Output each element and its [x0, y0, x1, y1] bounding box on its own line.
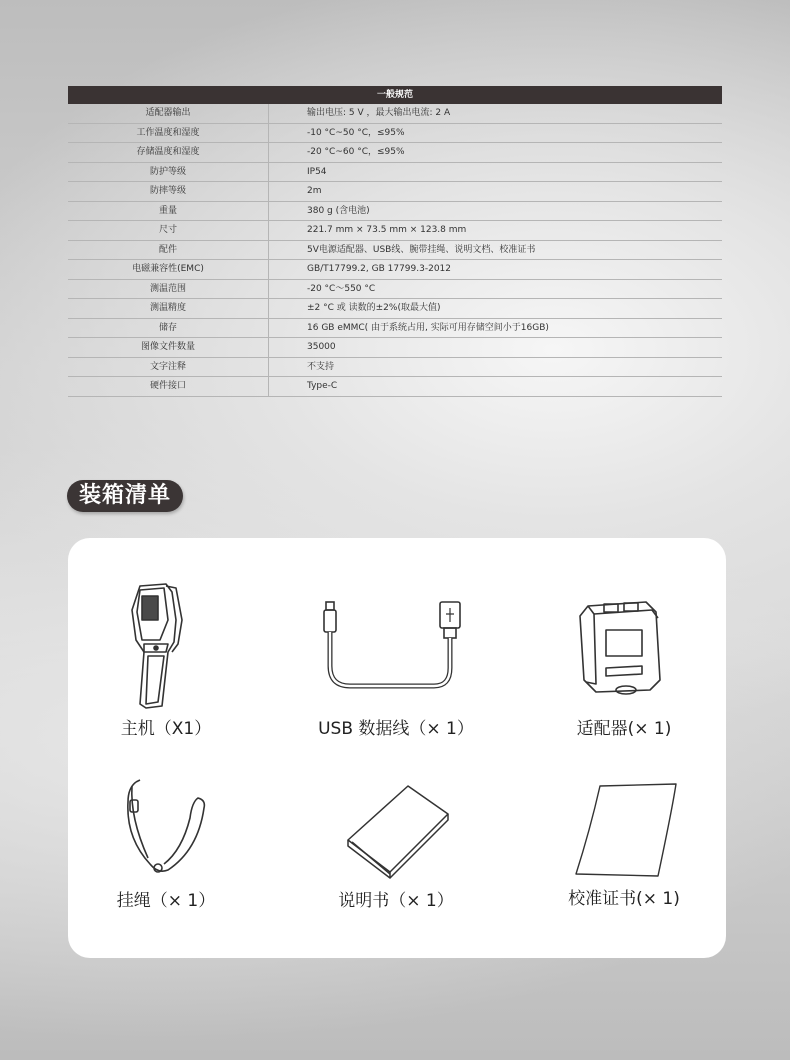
- thermal-camera-icon: [106, 580, 226, 710]
- manual-icon: [336, 782, 456, 882]
- spec-row: [68, 104, 722, 124]
- spec-label: 测温范围: [68, 280, 269, 299]
- spec-row: [68, 163, 722, 183]
- spec-value: -20 °C～550 °C: [307, 283, 376, 294]
- spec-value: 35000: [307, 342, 336, 352]
- spec-label: 储存: [68, 319, 269, 338]
- lanyard-icon: [106, 778, 226, 882]
- spec-table-header: 一般规范: [68, 86, 722, 104]
- package-item-label: 挂绳（× 1）: [116, 891, 216, 911]
- spec-label: 尺寸: [68, 221, 269, 240]
- spec-value: 不支持: [307, 361, 335, 372]
- spec-value: 380 g (含电池): [307, 205, 370, 216]
- spec-label: 测温精度: [68, 299, 269, 318]
- spec-value: 221.7 mm × 73.5 mm × 123.8 mm: [307, 225, 467, 235]
- spec-value: 5V电源适配器、USB线、腕带挂绳、说明文档、校准证书: [307, 244, 536, 255]
- spec-label: 工作温度和湿度: [68, 124, 269, 143]
- spec-label: 存储温度和湿度: [68, 143, 269, 162]
- package-item-label: 主机（X1）: [120, 719, 212, 739]
- spec-value: 输出电压: 5 V ，最大输出电流: 2 A: [307, 108, 451, 118]
- package-item-label: USB 数据线（× 1）: [318, 719, 474, 739]
- spec-row: [68, 143, 722, 163]
- package-item-adapter: [524, 596, 724, 739]
- package-section-title: 装箱清单: [67, 480, 183, 512]
- spec-value: Type-C: [307, 381, 338, 391]
- package-item-certificate: [524, 780, 724, 909]
- spec-row: [68, 338, 722, 358]
- spec-row: [68, 202, 722, 222]
- spec-row: [68, 124, 722, 144]
- spec-label: 配件: [68, 241, 269, 260]
- spec-label: 电磁兼容性(EMC): [68, 260, 269, 279]
- spec-label: 图像文件数量: [68, 338, 269, 357]
- package-item-label: 说明书（× 1）: [338, 891, 454, 911]
- spec-row: [68, 377, 722, 397]
- package-item-manual: [296, 782, 496, 911]
- package-item-label: 校准证书(× 1): [568, 889, 680, 909]
- spec-value: ±2 °C 或 读数的±2%(取最大值): [307, 303, 441, 313]
- spec-value: GB/T17799.2, GB 17799.3-2012: [307, 264, 451, 274]
- spec-table: [68, 86, 722, 397]
- package-item-camera: [66, 580, 266, 739]
- usb-cable-icon: [316, 596, 476, 710]
- spec-value: -10 °C~50 °C，≤95%: [307, 127, 405, 138]
- package-card: [68, 538, 726, 958]
- spec-value: 2m: [307, 186, 322, 196]
- spec-row: [68, 221, 722, 241]
- spec-row: [68, 358, 722, 378]
- spec-label: 防摔等级: [68, 182, 269, 201]
- certificate-icon: [564, 780, 684, 880]
- spec-row: [68, 280, 722, 300]
- spec-value: IP54: [307, 166, 327, 177]
- spec-label: 硬件接口: [68, 377, 269, 396]
- spec-row: [68, 319, 722, 339]
- spec-value: -20 °C~60 °C，≤95%: [307, 147, 405, 157]
- spec-row: [68, 299, 722, 319]
- spec-row: [68, 241, 722, 261]
- spec-label: 防护等级: [68, 163, 269, 182]
- power-adapter-icon: [564, 596, 684, 710]
- package-item-lanyard: [66, 778, 266, 911]
- spec-label: 重量: [68, 202, 269, 221]
- spec-row: [68, 260, 722, 280]
- spec-label: 适配器输出: [68, 104, 269, 123]
- spec-value: 16 GB eMMC( 由于系统占用, 实际可用存储空间小于16GB): [307, 322, 549, 333]
- spec-label: 文字注释: [68, 358, 269, 377]
- package-item-usb-cable: [296, 596, 496, 739]
- spec-row: [68, 182, 722, 202]
- package-item-label: 适配器(× 1): [576, 719, 672, 739]
- spec-table-body: [68, 104, 722, 397]
